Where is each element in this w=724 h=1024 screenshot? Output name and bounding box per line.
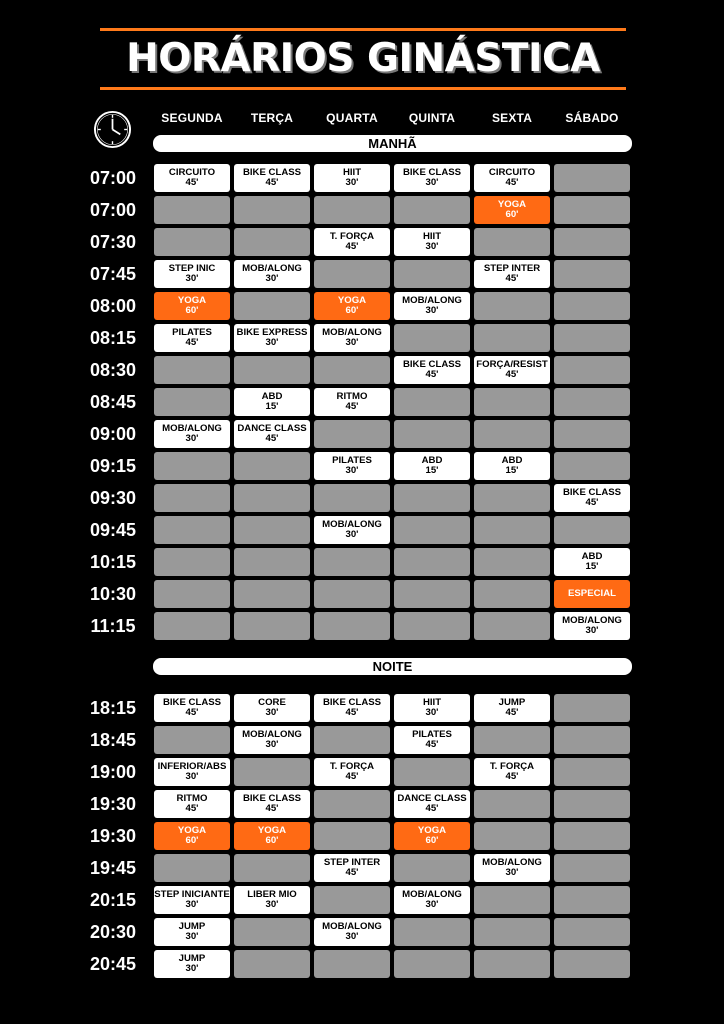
class-slot xyxy=(154,420,230,448)
class-name: BIKE CLASS xyxy=(402,359,462,370)
empty-slot xyxy=(554,726,630,754)
empty-slot xyxy=(394,918,470,946)
clock-icon xyxy=(93,110,132,149)
empty-slot xyxy=(474,822,550,850)
class-name: MOB/ALONG xyxy=(482,857,542,868)
empty-slot xyxy=(234,854,310,882)
class-duration: 30' xyxy=(425,899,439,910)
class-name: STEP INTER xyxy=(323,857,381,868)
title-rule-top xyxy=(100,28,626,31)
empty-slot xyxy=(154,484,230,512)
class-duration: 30' xyxy=(425,305,439,316)
class-name: YOGA xyxy=(337,295,367,306)
class-slot xyxy=(474,758,550,786)
class-slot xyxy=(314,324,390,352)
empty-slot xyxy=(474,726,550,754)
class-duration: 45' xyxy=(425,369,439,380)
class-slot xyxy=(154,260,230,288)
empty-slot xyxy=(474,516,550,544)
class-name: BIKE CLASS xyxy=(322,697,382,708)
class-slot xyxy=(154,918,230,946)
class-duration: 45' xyxy=(425,803,439,814)
class-duration: 45' xyxy=(505,369,519,380)
class-duration: 30' xyxy=(265,273,279,284)
day-header: QUARTA xyxy=(326,111,378,125)
class-slot xyxy=(314,854,390,882)
class-duration: 45' xyxy=(345,867,359,878)
class-duration: 30' xyxy=(585,625,599,636)
empty-slot xyxy=(474,580,550,608)
class-name: BIKE CLASS xyxy=(242,793,302,804)
class-slot xyxy=(474,196,550,224)
class-name: PILATES xyxy=(172,327,212,338)
class-duration: 30' xyxy=(185,963,199,974)
empty-slot xyxy=(394,950,470,978)
empty-slot xyxy=(474,388,550,416)
empty-slot xyxy=(394,854,470,882)
empty-slot xyxy=(554,918,630,946)
empty-slot xyxy=(554,886,630,914)
class-duration: 30' xyxy=(185,771,199,782)
class-slot xyxy=(314,918,390,946)
class-slot xyxy=(394,292,470,320)
class-duration: 30' xyxy=(265,707,279,718)
class-slot xyxy=(154,292,230,320)
time-label: 20:30 xyxy=(89,922,137,942)
empty-slot xyxy=(314,548,390,576)
empty-slot xyxy=(474,612,550,640)
class-slot xyxy=(554,612,630,640)
class-duration: 45' xyxy=(265,803,279,814)
empty-slot xyxy=(154,356,230,384)
class-slot xyxy=(314,388,390,416)
empty-slot xyxy=(474,790,550,818)
time-label: 08:30 xyxy=(89,360,137,380)
empty-slot xyxy=(234,292,310,320)
class-duration: 30' xyxy=(345,337,359,348)
empty-slot xyxy=(474,484,550,512)
empty-slot xyxy=(474,886,550,914)
title-rule-bottom xyxy=(100,87,626,90)
empty-slot xyxy=(234,196,310,224)
class-duration: 60' xyxy=(185,305,199,316)
class-name: JUMP xyxy=(178,921,206,932)
class-duration: 30' xyxy=(265,337,279,348)
class-name: JUMP xyxy=(178,953,206,964)
class-duration: 60' xyxy=(265,835,279,846)
class-name: STEP INIC xyxy=(168,263,216,274)
empty-slot xyxy=(554,196,630,224)
class-name: CORE xyxy=(258,697,286,708)
empty-slot xyxy=(154,726,230,754)
empty-slot xyxy=(554,822,630,850)
empty-slot xyxy=(474,918,550,946)
empty-slot xyxy=(554,228,630,256)
empty-slot xyxy=(554,420,630,448)
time-label: 19:30 xyxy=(89,794,137,814)
class-name: FORÇA/RESIST xyxy=(476,359,548,370)
empty-slot xyxy=(474,228,550,256)
day-header: SÁBADO xyxy=(565,111,619,125)
empty-slot xyxy=(314,950,390,978)
empty-slot xyxy=(234,612,310,640)
empty-slot xyxy=(474,548,550,576)
class-slot xyxy=(154,886,230,914)
class-name: ESPECIAL xyxy=(568,588,616,599)
class-name: MOB/ALONG xyxy=(242,263,302,274)
class-name: RITMO xyxy=(176,793,208,804)
class-duration: 60' xyxy=(185,835,199,846)
class-slot xyxy=(154,790,230,818)
class-duration: 45' xyxy=(345,771,359,782)
class-slot xyxy=(314,164,390,192)
class-name: RITMO xyxy=(336,391,368,402)
class-duration: 45' xyxy=(265,433,279,444)
class-name: MOB/ALONG xyxy=(402,889,462,900)
class-duration: 45' xyxy=(185,707,199,718)
class-slot xyxy=(314,292,390,320)
empty-slot xyxy=(554,164,630,192)
class-duration: 45' xyxy=(185,177,199,188)
class-duration: 30' xyxy=(265,899,279,910)
class-slot xyxy=(394,356,470,384)
empty-slot xyxy=(554,854,630,882)
day-header: TERÇA xyxy=(250,111,294,125)
class-duration: 30' xyxy=(425,707,439,718)
empty-slot xyxy=(314,484,390,512)
time-label: 18:15 xyxy=(89,698,137,718)
class-name: MOB/ALONG xyxy=(322,921,382,932)
class-duration: 45' xyxy=(505,177,519,188)
empty-slot xyxy=(394,324,470,352)
class-slot xyxy=(474,854,550,882)
time-label: 09:00 xyxy=(89,424,137,444)
class-duration: 60' xyxy=(425,835,439,846)
class-slot xyxy=(154,164,230,192)
empty-slot xyxy=(234,758,310,786)
empty-slot xyxy=(234,950,310,978)
empty-slot xyxy=(314,790,390,818)
empty-slot xyxy=(314,726,390,754)
empty-slot xyxy=(394,260,470,288)
empty-slot xyxy=(154,548,230,576)
class-slot xyxy=(154,822,230,850)
class-slot xyxy=(474,260,550,288)
class-name: DANCE CLASS xyxy=(237,423,307,434)
empty-slot xyxy=(314,196,390,224)
class-name: INFERIOR/ABS xyxy=(157,761,227,772)
class-slot xyxy=(394,452,470,480)
empty-slot xyxy=(394,612,470,640)
class-slot xyxy=(234,388,310,416)
class-duration: 15' xyxy=(425,465,439,476)
empty-slot xyxy=(314,420,390,448)
empty-slot xyxy=(394,388,470,416)
class-duration: 30' xyxy=(345,931,359,942)
class-name: MOB/ALONG xyxy=(242,729,302,740)
empty-slot xyxy=(234,356,310,384)
class-name: YOGA xyxy=(257,825,287,836)
class-name: CIRCUITO xyxy=(488,167,536,178)
class-slot xyxy=(394,694,470,722)
time-label: 08:00 xyxy=(89,296,137,316)
class-duration: 30' xyxy=(185,899,199,910)
time-label: 19:45 xyxy=(89,858,137,878)
class-slot xyxy=(234,324,310,352)
class-duration: 45' xyxy=(505,771,519,782)
empty-slot xyxy=(154,228,230,256)
class-duration: 15' xyxy=(585,561,599,572)
class-slot xyxy=(234,790,310,818)
class-slot xyxy=(314,694,390,722)
empty-slot xyxy=(554,758,630,786)
class-slot xyxy=(314,758,390,786)
empty-slot xyxy=(554,950,630,978)
class-name: MOB/ALONG xyxy=(562,615,622,626)
day-header: SEGUNDA xyxy=(161,111,223,125)
empty-slot xyxy=(394,420,470,448)
class-duration: 30' xyxy=(185,931,199,942)
empty-slot xyxy=(154,452,230,480)
class-slot xyxy=(474,164,550,192)
class-slot xyxy=(394,228,470,256)
empty-slot xyxy=(154,580,230,608)
class-slot xyxy=(474,694,550,722)
empty-slot xyxy=(314,822,390,850)
class-duration: 60' xyxy=(345,305,359,316)
time-label: 08:15 xyxy=(89,328,137,348)
class-name: T. FORÇA xyxy=(329,231,375,242)
class-slot xyxy=(234,420,310,448)
class-duration: 30' xyxy=(345,465,359,476)
class-name: STEP INICIANTE xyxy=(154,889,230,900)
class-name: BIKE CLASS xyxy=(402,167,462,178)
empty-slot xyxy=(394,484,470,512)
empty-slot xyxy=(314,886,390,914)
empty-slot xyxy=(554,516,630,544)
class-duration: 45' xyxy=(185,337,199,348)
empty-slot xyxy=(554,452,630,480)
class-slot xyxy=(234,726,310,754)
class-slot xyxy=(394,822,470,850)
class-duration: 45' xyxy=(505,273,519,284)
class-duration: 30' xyxy=(345,529,359,540)
page-title: HORÁRIOS GINÁSTICA xyxy=(126,36,600,81)
class-name: T. FORÇA xyxy=(489,761,535,772)
day-header: SEXTA xyxy=(491,111,533,125)
class-slot xyxy=(474,356,550,384)
empty-slot xyxy=(314,612,390,640)
class-duration: 30' xyxy=(425,177,439,188)
empty-slot xyxy=(314,580,390,608)
class-slot xyxy=(394,886,470,914)
empty-slot xyxy=(154,388,230,416)
class-duration: 15' xyxy=(265,401,279,412)
class-duration: 30' xyxy=(345,177,359,188)
empty-slot xyxy=(154,196,230,224)
class-name: YOGA xyxy=(177,825,207,836)
class-slot xyxy=(314,516,390,544)
class-name: MOB/ALONG xyxy=(162,423,222,434)
class-slot xyxy=(234,886,310,914)
class-name: ABD xyxy=(501,455,523,466)
section-label: MANHÃ xyxy=(153,135,632,152)
time-label: 10:15 xyxy=(89,552,137,572)
class-duration: 30' xyxy=(425,241,439,252)
class-name: ABD xyxy=(421,455,443,466)
class-slot xyxy=(474,452,550,480)
empty-slot xyxy=(394,516,470,544)
class-name: ABD xyxy=(581,551,603,562)
class-slot xyxy=(554,580,630,608)
empty-slot xyxy=(474,324,550,352)
class-duration: 45' xyxy=(345,707,359,718)
class-name: YOGA xyxy=(417,825,447,836)
class-slot xyxy=(154,950,230,978)
class-name: T. FORÇA xyxy=(329,761,375,772)
day-header: QUINTA xyxy=(408,111,456,125)
class-duration: 45' xyxy=(185,803,199,814)
class-name: LIBER MIO xyxy=(247,889,297,900)
class-duration: 30' xyxy=(185,273,199,284)
empty-slot xyxy=(394,548,470,576)
class-name: JUMP xyxy=(498,697,526,708)
empty-slot xyxy=(554,790,630,818)
section-label: NOITE xyxy=(153,658,632,675)
time-label: 19:30 xyxy=(89,826,137,846)
empty-slot xyxy=(394,580,470,608)
empty-slot xyxy=(554,694,630,722)
empty-slot xyxy=(234,548,310,576)
class-slot xyxy=(234,822,310,850)
time-label: 19:00 xyxy=(89,762,137,782)
time-label: 09:30 xyxy=(89,488,137,508)
empty-slot xyxy=(554,292,630,320)
class-name: BIKE CLASS xyxy=(162,697,222,708)
empty-slot xyxy=(474,950,550,978)
empty-slot xyxy=(234,228,310,256)
time-label: 07:00 xyxy=(89,168,137,188)
class-name: ABD xyxy=(261,391,283,402)
class-name: MOB/ALONG xyxy=(322,519,382,530)
class-name: CIRCUITO xyxy=(168,167,216,178)
empty-slot xyxy=(154,612,230,640)
empty-slot xyxy=(314,356,390,384)
class-slot xyxy=(554,548,630,576)
class-slot xyxy=(394,790,470,818)
empty-slot xyxy=(234,918,310,946)
class-name: MOB/ALONG xyxy=(322,327,382,338)
class-slot xyxy=(154,694,230,722)
empty-slot xyxy=(234,580,310,608)
empty-slot xyxy=(234,484,310,512)
class-name: YOGA xyxy=(497,199,527,210)
empty-slot xyxy=(554,260,630,288)
class-slot xyxy=(234,164,310,192)
class-duration: 15' xyxy=(505,465,519,476)
class-duration: 45' xyxy=(345,401,359,412)
class-name: PILATES xyxy=(332,455,372,466)
class-name: HIIT xyxy=(342,167,362,178)
class-name: YOGA xyxy=(177,295,207,306)
time-label: 07:30 xyxy=(89,232,137,252)
class-duration: 45' xyxy=(345,241,359,252)
class-name: DANCE CLASS xyxy=(397,793,467,804)
class-duration: 45' xyxy=(425,739,439,750)
empty-slot xyxy=(314,260,390,288)
time-label: 11:15 xyxy=(90,616,136,636)
empty-slot xyxy=(554,324,630,352)
time-label: 09:15 xyxy=(89,456,137,476)
time-label: 18:45 xyxy=(89,730,137,750)
time-label: 20:15 xyxy=(89,890,137,910)
class-duration: 60' xyxy=(505,209,519,220)
time-label: 10:30 xyxy=(89,584,137,604)
title-banner xyxy=(100,28,626,90)
class-name: BIKE EXPRESS xyxy=(236,327,308,338)
class-duration: 30' xyxy=(265,739,279,750)
class-slot xyxy=(154,758,230,786)
time-label: 20:45 xyxy=(89,954,137,974)
empty-slot xyxy=(234,516,310,544)
class-name: PILATES xyxy=(412,729,452,740)
empty-slot xyxy=(554,388,630,416)
empty-slot xyxy=(474,420,550,448)
class-slot xyxy=(394,164,470,192)
time-label: 09:45 xyxy=(89,520,137,540)
class-duration: 30' xyxy=(185,433,199,444)
class-name: HIIT xyxy=(422,697,442,708)
time-label: 07:45 xyxy=(89,264,137,284)
class-duration: 30' xyxy=(505,867,519,878)
class-name: MOB/ALONG xyxy=(402,295,462,306)
empty-slot xyxy=(554,356,630,384)
class-slot xyxy=(234,260,310,288)
class-slot xyxy=(314,228,390,256)
class-name: BIKE CLASS xyxy=(242,167,302,178)
empty-slot xyxy=(394,196,470,224)
empty-slot xyxy=(154,516,230,544)
empty-slot xyxy=(234,452,310,480)
class-slot xyxy=(154,324,230,352)
class-duration: 45' xyxy=(505,707,519,718)
class-duration: 45' xyxy=(585,497,599,508)
class-slot xyxy=(554,484,630,512)
empty-slot xyxy=(474,292,550,320)
class-name: STEP INTER xyxy=(483,263,541,274)
class-name: HIIT xyxy=(422,231,442,242)
class-slot xyxy=(234,694,310,722)
class-slot xyxy=(314,452,390,480)
empty-slot xyxy=(394,758,470,786)
class-duration: 45' xyxy=(265,177,279,188)
empty-slot xyxy=(154,854,230,882)
class-slot xyxy=(394,726,470,754)
time-label: 07:00 xyxy=(89,200,137,220)
time-label: 08:45 xyxy=(89,392,137,412)
class-name: BIKE CLASS xyxy=(562,487,622,498)
